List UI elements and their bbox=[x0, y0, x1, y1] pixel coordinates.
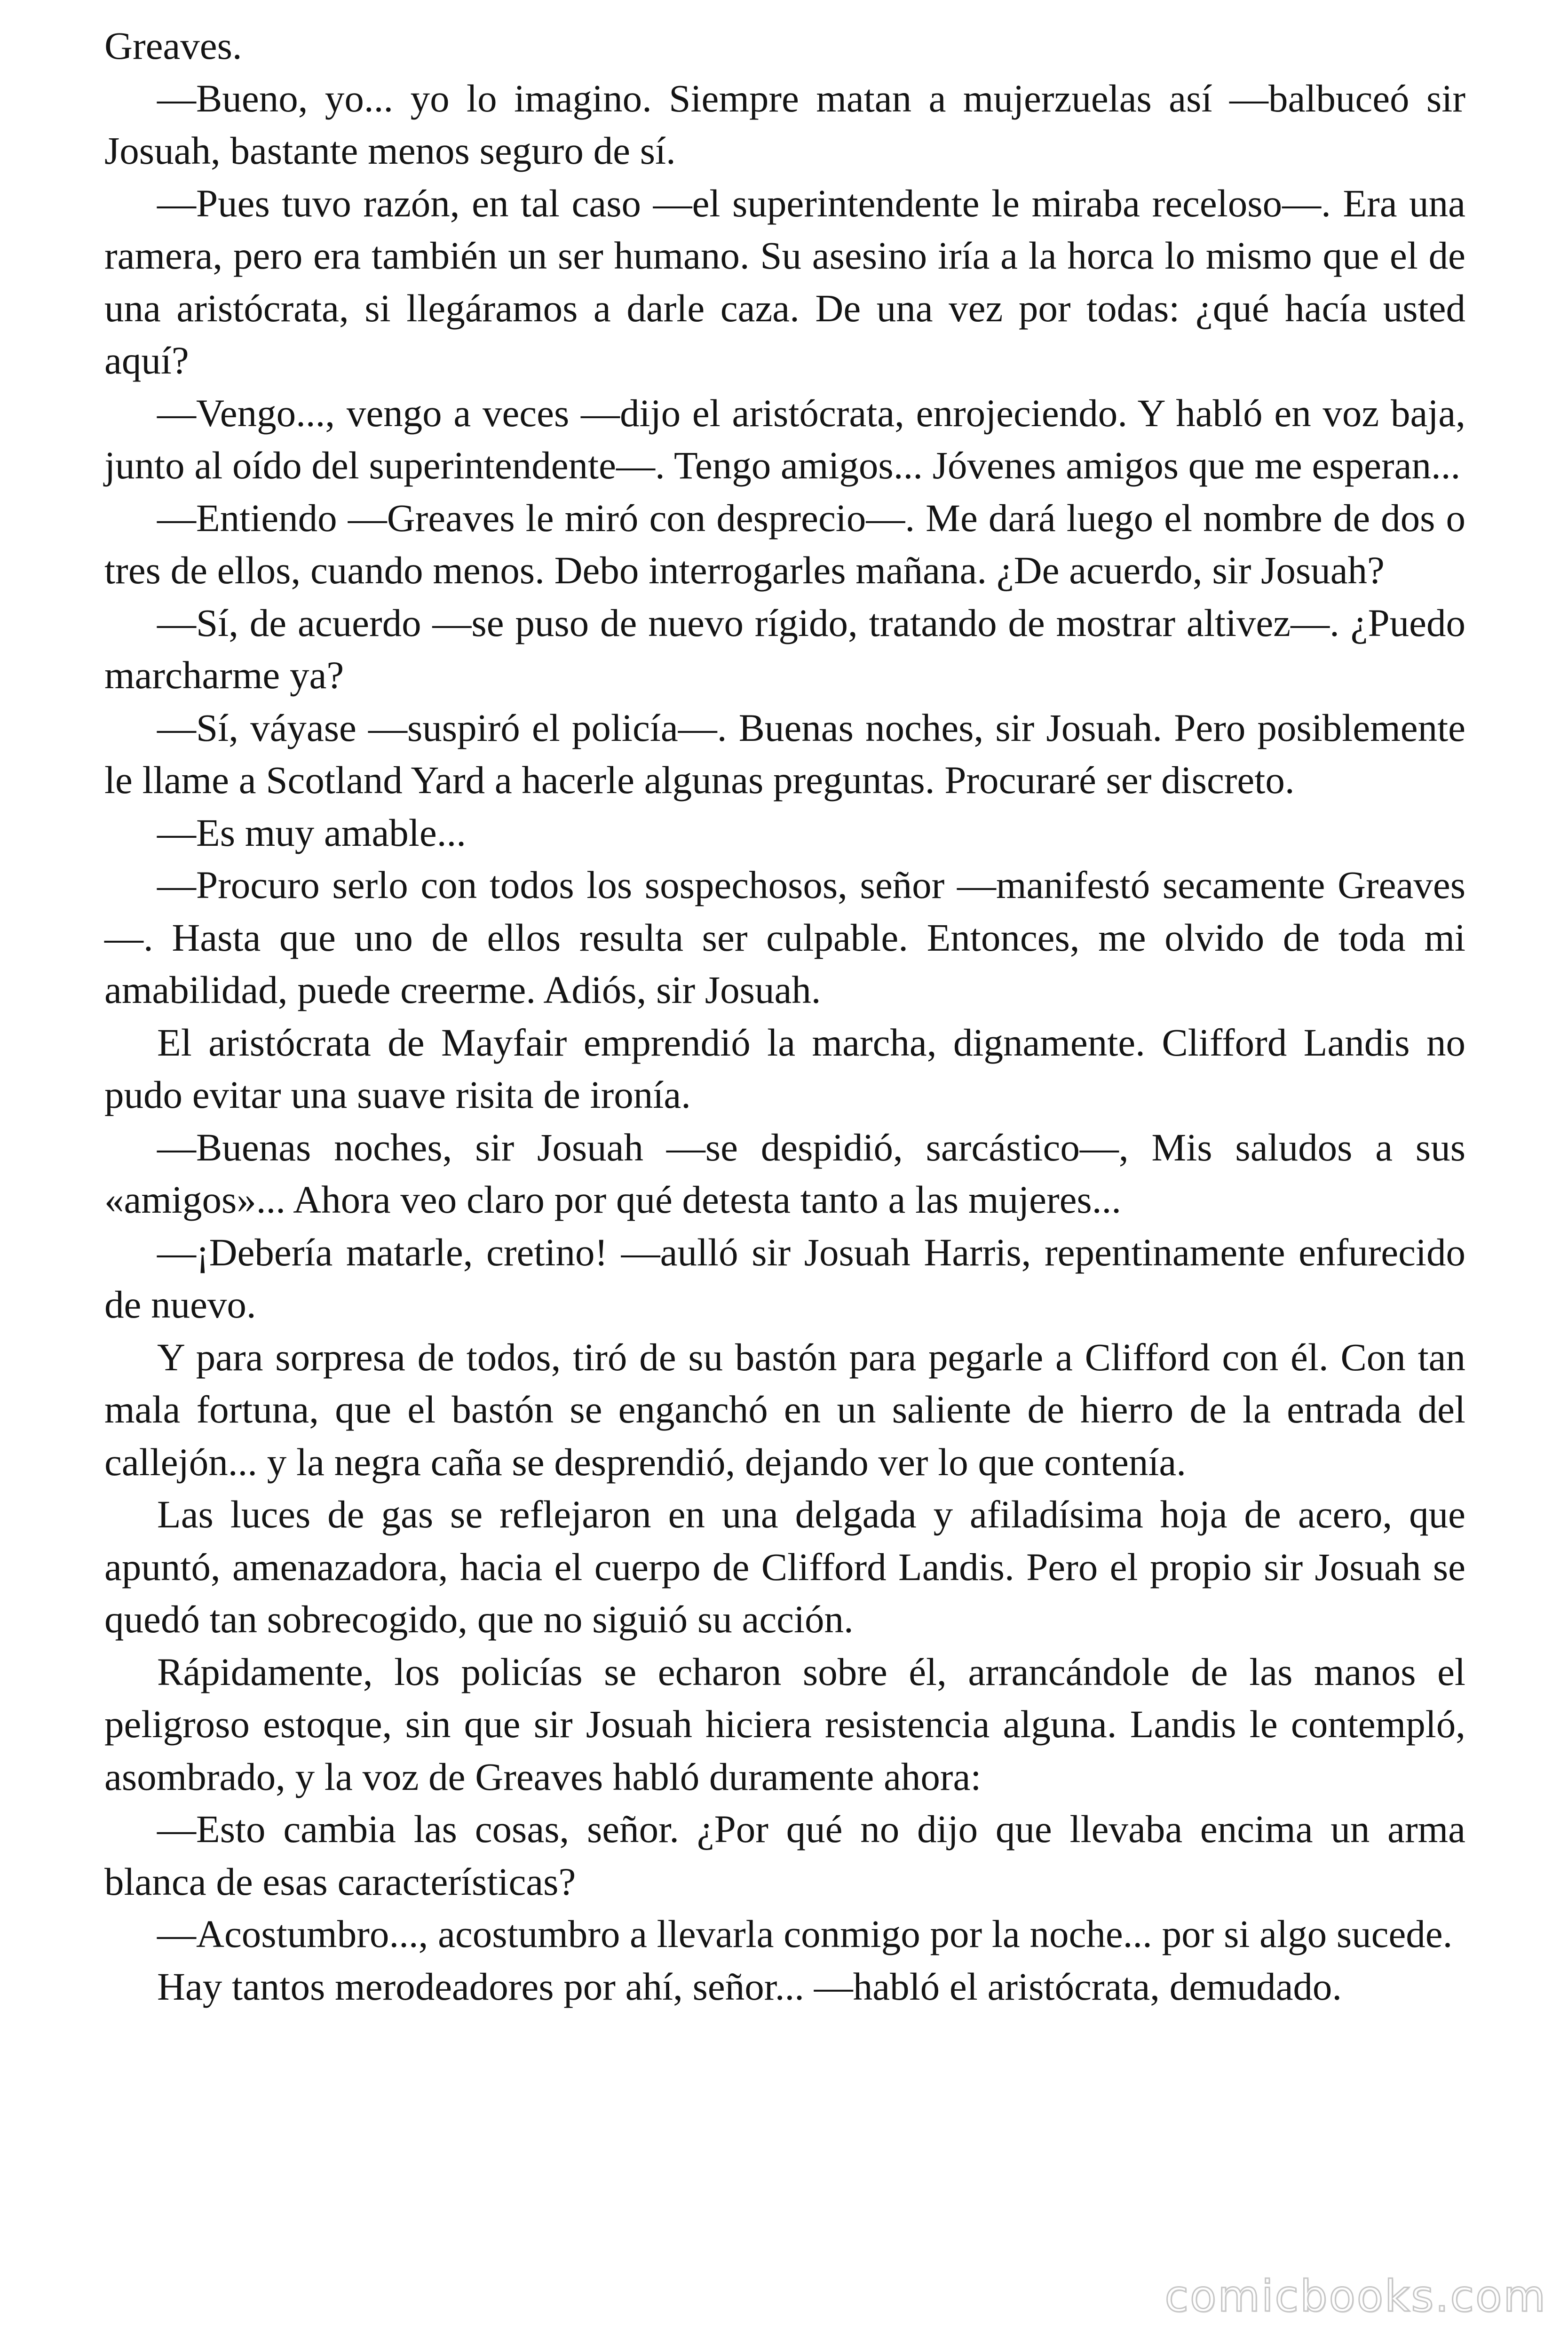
paragraph: —Pues tuvo razón, en tal caso —el superintendente le miraba receloso—. Era una ramera, pero era también un ser humano. Su asesino iría a la horca lo mismo que el de una aristócrata, si llegáramos a darle caza. De una vez por todas: ¿qué hacía usted aquí? bbox=[104, 181, 1465, 382]
paragraph: —Es muy amable... bbox=[157, 810, 466, 854]
paragraph: —¡Debería matarle, cretino! —aulló sir Josuah Harris, repentinamente enfurecido de nuevo. bbox=[104, 1230, 1465, 1326]
paragraph: —Acostumbro..., acostumbro a llevarla conmigo por la noche... por si algo sucede. bbox=[157, 1912, 1453, 1955]
paragraph: Las luces de gas se reflejaron en una delgada y afiladísima hoja de acero, que apuntó, amenazadora, hacia el cuerpo de Clifford Landis. Pero el propio sir Josuah se quedó tan sobrecogido, que no siguió su acción. bbox=[104, 1493, 1465, 1641]
paragraph: —Bueno, yo... yo lo imagino. Siempre matan a mujerzuelas así —balbuceó sir Josuah, bastante menos seguro de sí. bbox=[104, 76, 1465, 172]
paragraph: —Vengo..., vengo a veces —dijo el aristócrata, enrojeciendo. Y habló en voz baja, junto al oído del superintendente—. Tengo amigos... Jóvenes amigos que me esperan... bbox=[104, 391, 1465, 487]
paragraph: —Procuro serlo con todos los sospechosos, señor —manifestó secamente Greaves—. Hasta que uno de ellos resulta ser culpable. Entonces, me olvido de toda mi amabilidad, puede creerme. Adiós, sir Josuah. bbox=[104, 863, 1465, 1011]
paragraph: Rápidamente, los policías se echaron sobre él, arrancándole de las manos el peligroso estoque, sin que sir Josuah hiciera resistencia alguna. Landis le contempló, asombrado, y la voz de Greaves habló duramente ahora: bbox=[104, 1650, 1465, 1798]
paragraph: —Esto cambia las cosas, señor. ¿Por qué no dijo que llevaba encima un arma blanca de esas características? bbox=[104, 1807, 1465, 1903]
paragraph: El aristócrata de Mayfair emprendió la marcha, dignamente. Clifford Landis no pudo evitar una suave risita de ironía. bbox=[104, 1020, 1465, 1116]
paragraph: —Sí, de acuerdo —se puso de nuevo rígido, tratando de mostrar altivez—. ¿Puedo marcharme ya? bbox=[104, 601, 1465, 697]
paragraph: —Entiendo —Greaves le miró con desprecio—. Me dará luego el nombre de dos o tres de ellos, cuando menos. Debo interrogarles mañana. ¿De acuerdo, sir Josuah? bbox=[104, 496, 1465, 592]
paragraph: —Sí, váyase —suspiró el policía—. Buenas noches, sir Josuah. Pero posiblemente le llame a Scotland Yard a hacerle algunas preguntas. Procuraré ser discreto. bbox=[104, 706, 1465, 802]
paragraph: Y para sorpresa de todos, tiró de su bastón para pegarle a Clifford con él. Con tan mala fortuna, que el bastón se enganchó en un saliente de hierro de la entrada del callejón... y la negra caña se desprendió, dejando ver lo que contenía. bbox=[104, 1335, 1465, 1484]
paragraph: —Buenas noches, sir Josuah —se despidió, sarcástico—, Mis saludos a sus «amigos»... Ahora veo claro por qué detesta tanto a las mujeres... bbox=[104, 1125, 1465, 1221]
watermark: comicbooks.com bbox=[1164, 2271, 1547, 2321]
paragraph: Hay tantos merodeadores por ahí, señor... —habló el aristócrata, demudado. bbox=[157, 1964, 1342, 2008]
paragraph: Greaves. bbox=[104, 24, 242, 67]
document-page bbox=[104, 20, 1465, 2013]
